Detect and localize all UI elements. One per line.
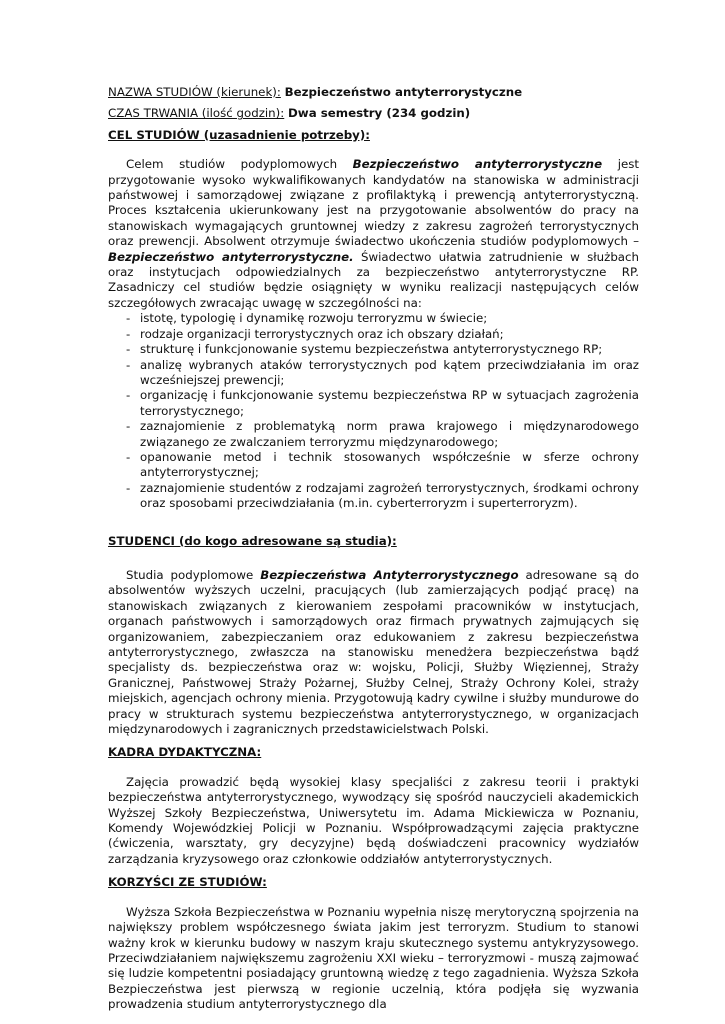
program-title-emphasis: Bezpieczeństwo antyterrorystyczne	[352, 157, 603, 172]
program-title-emphasis: Bezpieczeństwa Antyterrorystycznego	[260, 567, 519, 582]
studenci-paragraph: Studia podyplomowe Bezpieczeństwa Antyterrorystycznego adresowane są do absolwentów wyższych uczelni, pracujących (lub zamierzających podjąć pracę) na stanowiskach związanych z kierowaniem zespołami pracowników w instytucjach, organach państwowych i samorządowych oraz firmach prywatnych zajmujących się organizowaniem, zabezpieczaniem oraz edukowaniem z zakresu bezpieczeństwa antyterrorystycznego, zwłaszcza na stanowisku menedżera bezpieczeństwa bądź specjalisty ds. bezpieczeństwa oraz w: wojsku, Policji, Służby Więziennej, Straży Granicznej, Państwowej Straży Pożarnej, Służby Celnej, Straży Ochrony Kolei, straży miejskich, agencjach ochrony mienia. Przygotowują kadry cywilne i służby mundurowe do pracy w strukturach systemu bezpieczeństwa antyterrorystycznego, w organizacjach międzynarodowych i zagranicznych przedstawicielstwach Polski.	[108, 567, 639, 737]
duration-label: CZAS TRWANIA (ilość godzin):	[108, 106, 285, 121]
kadra-heading: KADRA DYDAKTYCZNA:	[108, 745, 262, 760]
list-item: - rodzaje organizacji terrorystycznych oraz ich obszary działań;	[126, 327, 639, 342]
program-name-line	[108, 85, 639, 100]
list-item: - opanowanie metod i technik stosowanych współcześnie w sferze ochrony antyterrorystycznej;	[126, 450, 639, 481]
program-name-label: NAZWA STUDIÓW (kierunek):	[108, 85, 281, 99]
korzysci-heading: KORZYŚCI ZE STUDIÓW:	[108, 875, 267, 890]
duration-value: Dwa semestry (234 godzin)	[288, 106, 471, 121]
list-item: - zaznajomienie z problematyką norm prawa krajowego i międzynarodowego związanego ze zwalczaniem terroryzmu międzynarodowego;	[126, 419, 639, 450]
kadra-paragraph: Zajęcia prowadzić będą wysokiej klasy specjaliści z zakresu teorii i praktyki bezpieczeństwa antyterrorystycznego, wywodzący się spośród nauczycieli akademickich Wyższej Szkoły Bezpieczeństwa, Uniwersytetu im. Adama Mickiewicza w Poznaniu, Komendy Wojewódzkiej Policji w Poznaniu. Współprowadzącymi zajęcia praktyczne (ćwiczenia, warsztaty, gry decyzyjne) będą doświadczeni pracownicy wydziałów zarządzania kryzysowego oraz członkowie oddziałów antyterrorystycznych.	[108, 774, 639, 866]
duration-line	[108, 106, 639, 121]
program-name-value: Bezpieczeństwo antyterrorystyczne	[284, 85, 523, 99]
goals-list	[126, 311, 639, 511]
studenci-heading: STUDENCI (do kogo adresowane są studia):	[108, 533, 397, 548]
list-item: - istotę, typologię i dynamikę rozwoju terroryzmu w świecie;	[126, 311, 639, 326]
document-content	[108, 85, 639, 1013]
cel-paragraph: Celem studiów podyplomowych Bezpieczeństwo antyterrorystyczne jest przygotowanie wysoko wykwalifikowanych kandydatów na stanowiska w administracji państwowej i samorządowej związane z profilaktyką i prewencją antyterrorystyczną. Proces kształcenia ukierunkowany jest na przygotowanie absolwentów do pracy na stanowiskach wymagających gruntownej wiedzy z zakresu zagrożeń terrorystycznych oraz prewencji. Absolwent otrzymuje świadectwo ukończenia studiów podyplomowych – Bezpieczeństwo antyterrorystyczne. Świadectwo ułatwia zatrudnienie w służbach oraz instytucjach odpowiedzialnych za bezpieczeństwo antyterrorystyczne RP. Zasadniczy cel studiów będzie osiągnięty w wyniku realizacji następujących celów szczegółowych zwracając uwagę w szczególności na:	[108, 157, 640, 310]
program-title-emphasis: Bezpieczeństwo antyterrorystyczne.	[108, 249, 354, 264]
list-item: - zaznajomienie studentów z rodzajami zagrożeń terrorystycznych, środkami ochrony oraz sposobami przeciwdziałania (m.in. cyberterroryzm i superterroryzm).	[126, 481, 639, 512]
korzysci-paragraph: Wyższa Szkoła Bezpieczeństwa w Poznaniu wypełnia niszę merytoryczną spojrzenia na największy problem współczesnego świata jakim jest terroryzm. Studium to stanowi ważny krok w kierunku budowy w naszym kraju skutecznego systemu antykryzysowego. Przeciwdziałaniem największemu zagrożeniu XXI wieku – terroryzmowi - muszą zajmować się ludzie kompetentni posiadający gruntowną wiedzę z tego zagadnienia. Wyższa Szkoła Bezpieczeństwa jest pierwszą w regionie uczelnią, która podjęła się wyzwania prowadzenia studium antyterrorystycznego dla	[108, 904, 639, 1012]
list-item: - analizę wybranych ataków terrorystycznych pod kątem przeciwdziałania im oraz wcześniejszej prewencji;	[126, 358, 639, 389]
cel-heading: CEL STUDIÓW (uzasadnienie potrzeby):	[108, 127, 370, 142]
list-item: - organizację i funkcjonowanie systemu bezpieczeństwa RP w sytuacjach zagrożenia terrorystycznego;	[126, 388, 639, 419]
list-item: - strukturę i funkcjonowanie systemu bezpieczeństwa antyterrorystycznego RP;	[126, 342, 639, 357]
